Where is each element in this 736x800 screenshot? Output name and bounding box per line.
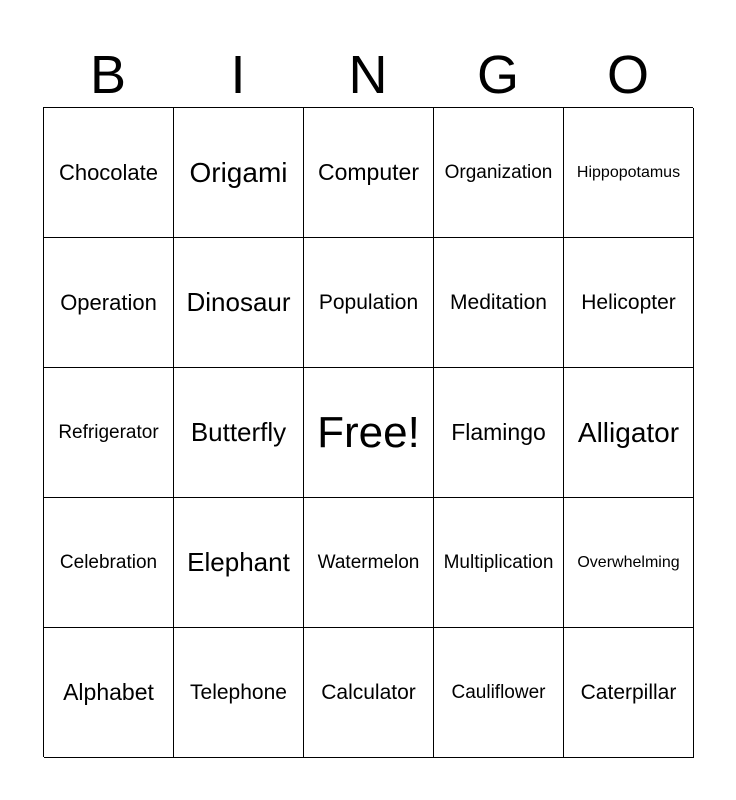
bingo-cell[interactable]: Multiplication <box>434 498 564 628</box>
bingo-cell[interactable]: Telephone <box>174 628 304 758</box>
bingo-header <box>43 44 693 106</box>
bingo-cell[interactable]: Alphabet <box>44 628 174 758</box>
header-letter-g: G <box>476 45 519 105</box>
bingo-cell[interactable]: Dinosaur <box>174 238 304 368</box>
bingo-cell[interactable]: Celebration <box>44 498 174 628</box>
bingo-cell[interactable]: Chocolate <box>44 108 174 238</box>
bingo-cell[interactable]: Origami <box>174 108 304 238</box>
bingo-cell[interactable]: Computer <box>304 108 434 238</box>
bingo-cell[interactable]: Helicopter <box>564 238 694 368</box>
bingo-cell[interactable]: Butterfly <box>174 368 304 498</box>
bingo-cell[interactable]: Population <box>304 238 434 368</box>
header-letter-o: O <box>606 45 649 105</box>
bingo-cell[interactable]: Overwhelming <box>564 498 694 628</box>
bingo-cell[interactable]: Watermelon <box>304 498 434 628</box>
bingo-cell[interactable]: Elephant <box>174 498 304 628</box>
bingo-cell[interactable]: Flamingo <box>434 368 564 498</box>
bingo-cell[interactable]: Alligator <box>564 368 694 498</box>
bingo-cell[interactable]: Organization <box>434 108 564 238</box>
header-letter-n: N <box>348 45 388 105</box>
bingo-cell[interactable]: Operation <box>44 238 174 368</box>
bingo-card-grid <box>43 107 693 757</box>
bingo-cell[interactable]: Calculator <box>304 628 434 758</box>
bingo-cell[interactable]: Caterpillar <box>564 628 694 758</box>
bingo-cell[interactable]: Refrigerator <box>44 368 174 498</box>
free-space-cell[interactable]: Free! <box>304 368 434 498</box>
bingo-cell[interactable]: Cauliflower <box>434 628 564 758</box>
bingo-cell[interactable]: Meditation <box>434 238 564 368</box>
header-letter-i: I <box>230 45 246 105</box>
header-letter-b: B <box>89 45 127 105</box>
bingo-cell[interactable]: Hippopotamus <box>564 108 694 238</box>
